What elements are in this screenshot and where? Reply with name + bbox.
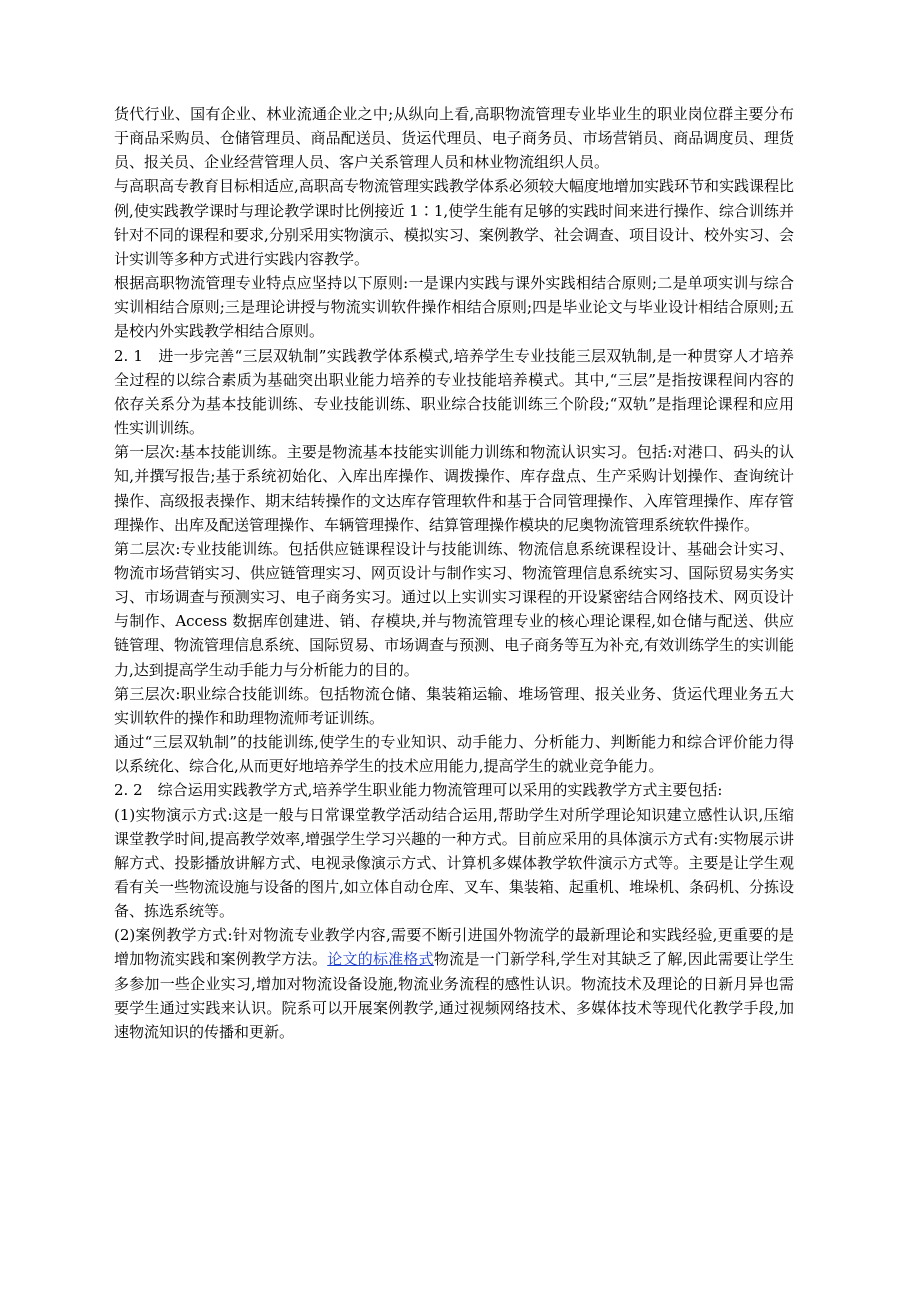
case-teaching-text-after: 物流是一门新学科,学生对其缺乏了解,因此需要让学生多参加一些企业实习,增加对物流设备设施,物流业务流程的感性认识。物流技术及理论的日新月异也需要学生通过实践来认识。院系可以开展案例教学,通过视频网络技术、多媒体技术等现代化教学手段,加速物流知识的传播和更新。: [114, 950, 794, 1041]
paragraph-level-two: 第二层次:专业技能训练。包括供应链课程设计与技能训练、物流信息系统课程设计、基础会计实习、物流市场营销实习、供应链管理实习、网页设计与制作实习、物流管理信息系统实习、国际贸易实务实习、市场调查与预测实习、电子商务实习。通过以上实训实习课程的开设紧密结合网络技术、网页设计与制作、Access 数据库创建进、销、存模块,并与物流管理专业的核心理论课程,如仓储与配送、供应链管理、物流管理信息系统、国际贸易、市场调查与预测、电子商务等互为补充,有效训练学生的实训能力,达到提高学生动手能力与分析能力的目的。: [114, 539, 794, 679]
paragraph-training-summary: 通过“三层双轨制”的技能训练,使学生的专业知识、动手能力、分析能力、判断能力和综合评价能力得以系统化、综合化,从而更好地培养学生的技术应用能力,提高学生的就业竞争能力。: [114, 733, 794, 776]
paragraph-principles: 根据高职物流管理专业特点应坚持以下原则:一是课内实践与课外实践相结合原则;二是单项实训与综合实训相结合原则;三是理论讲授与物流实训软件操作相结合原则;四是毕业论文与毕业设计相结合原则;五是校内外实践教学相结合原则。: [114, 274, 794, 341]
paragraph-case-teaching: [114, 923, 794, 1044]
standard-format-link[interactable]: 论文的标准格式: [327, 950, 434, 969]
paragraph-practice-ratio: 与高职高专教育目标相适应,高职高专物流管理实践教学体系必须较大幅度地增加实践环节和实践课程比例,使实践教学课时与理论教学课时比例接近 1∶1,使学生能有足够的实践时间来进行操作、综合训练并针对不同的课程和要求,分别采用实物演示、模拟实习、案例教学、社会调查、项目设计、校外实习、会计实训等多种方式进行实践内容教学。: [114, 177, 794, 268]
case-teaching-text-before: (2)案例教学方式:针对物流专业教学内容,需要不断引进国外物流学的最新理论和实践经验,更重要的是增加物流实践和案例教学方法。: [114, 926, 794, 969]
document-body: [114, 102, 794, 1044]
paragraph-level-one: 第一层次:基本技能训练。主要是物流基本技能实训能力训练和物流认识实习。包括:对港口、码头的认知,并撰写报告;基于系统初始化、入库出库操作、调拨操作、库存盘点、生产采购计划操作、查询统计操作、高级报表操作、期末结转操作的文达库存管理软件和基于合同管理操作、入库管理操作、库存管理操作、出库及配送管理操作、车辆管理操作、结算管理操作模块的尼奥物流管理系统软件操作。: [114, 443, 794, 534]
paragraph-section-2-1: 2. 1 进一步完善“三层双轨制”实践教学体系模式,培养学生专业技能三层双轨制,是一种贯穿人才培养全过程的以综合素质为基础突出职业能力培养的专业技能培养模式。其中,“三层”是指按课程间内容的依存关系分为基本技能训练、专业技能训练、职业综合技能训练三个阶段;“双轨”是指理论课程和应用性实训训练。: [114, 346, 794, 438]
paragraph-physical-demo: (1)实物演示方式:这是一般与日常课堂教学活动结合运用,帮助学生对所学理论知识建立感性认识,压缩课堂教学时间,提高教学效率,增强学生学习兴趣的一种方式。目前应采用的具体演示方式有:实物展示讲解方式、投影播放讲解方式、电视录像演示方式、计算机多媒体教学软件演示方式等。主要是让学生观看有关一些物流设施与设备的图片,如立体自动仓库、叉车、集装箱、起重机、堆垛机、条码机、分拣设备、拣选系统等。: [114, 805, 794, 921]
paragraph-career-positions: 货代行业、国有企业、林业流通企业之中;从纵向上看,高职物流管理专业毕业生的职业岗位群主要分布于商品采购员、仓储管理员、商品配送员、货运代理员、电子商务员、市场营销员、商品调度员、理货员、报关员、企业经营管理人员、客户关系管理人员和林业物流组织人员。: [114, 105, 794, 172]
paragraph-level-three: 第三层次:职业综合技能训练。包括物流仓储、集装箱运输、堆场管理、报关业务、货运代理业务五大实训软件的操作和助理物流师考证训练。: [114, 684, 794, 727]
paragraph-section-2-2: 2. 2 综合运用实践教学方式,培养学生职业能力物流管理可以采用的实践教学方式主要包括:: [114, 781, 723, 800]
